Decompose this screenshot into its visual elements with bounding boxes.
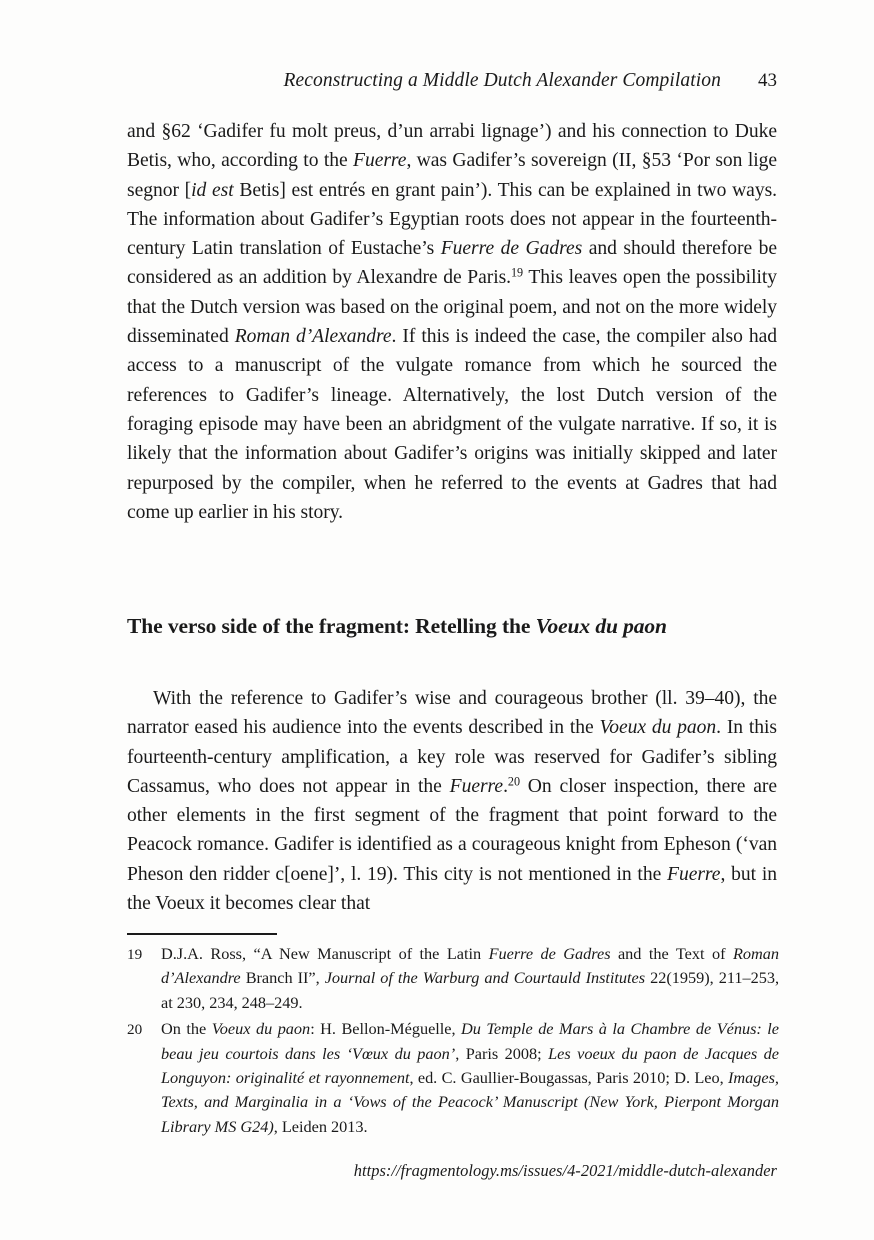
- text-run: , ed. C. Gaullier-Bougassas, Paris 2010; D. Leo,: [409, 1068, 729, 1088]
- footnote-20: [127, 1017, 779, 1139]
- footnote-number: 20: [127, 1021, 143, 1039]
- title-fuerre-de-gadres: Fuerre de Gadres: [440, 238, 583, 260]
- text-run: and §62 ‘Gadifer fu molt preus, d’un arrabi lignage’) and his connection to Duke Betis, who, according to the: [127, 121, 777, 172]
- text-run: , was Gadifer’s sovereign (II, §53 ‘Por son lige segnor [: [127, 150, 778, 201]
- text-run: With the reference to Gadifer’s wise and courageous brother (ll. 39–40), the narrator eased his audience into the events described in the: [127, 688, 777, 739]
- title-voeux-du-paon: Voeux du paon: [211, 1019, 311, 1039]
- text-run: D.J.A. Ross, “A New Manuscript of the Latin: [161, 944, 489, 963]
- text-run: 22(1959), 211–253, at 230, 234, 248–249.: [161, 968, 779, 1012]
- text-run: .: [503, 775, 508, 797]
- title-les-voeux-du-paon: Les voeux du paon de Jacques de Longuyon: originalité et rayonnement: [161, 1043, 779, 1088]
- title-roman-dalexandre: Roman d’Alexandre: [234, 326, 392, 348]
- footnote-reference-20[interactable]: 20: [507, 774, 520, 789]
- text-run: Branch II”,: [240, 968, 325, 988]
- text-run: Betis] est entrés en grant pain’). This can be explained in two ways. The information about Gadifer’s Egyptian roots does not appear in the fourteenth-century Latin translation of Eustache’s: [127, 179, 778, 260]
- page-number: 43: [758, 70, 777, 91]
- paragraph-voeux-discussion: [127, 684, 777, 918]
- text-run: . In this fourteenth-century amplification, a key role was reserved for Gadifer’s sibling Cassamus, who does not appear in the: [127, 717, 777, 797]
- heading-text-italic: Voeux du paon: [535, 614, 667, 638]
- footnote-reference-19[interactable]: 19: [511, 266, 524, 281]
- body-text-block-1: [127, 117, 777, 527]
- title-du-temple-de-mars: Du Temple de Mars à la Chambre de Vénus: le beau jeu courtois dans les ‘Vœux du paon’: [161, 1019, 779, 1063]
- text-run: and should therefore be considered as an addition by Alexandre de Paris.: [127, 238, 777, 289]
- title-images-texts-marginalia: Images, Texts, and Marginalia in a ‘Vows of the Peacock’ Manuscript (New York, Pierpont Morgan Library MS G24): [161, 1068, 779, 1136]
- footnote-text: [161, 1017, 779, 1139]
- text-run: , Paris 2008;: [455, 1043, 549, 1063]
- journal-title: Journal of the Warburg and Courtauld Institutes: [324, 968, 646, 988]
- title-fuerre-de-gadres: Fuerre de Gadres: [488, 944, 611, 963]
- text-run: and the Text of: [610, 944, 733, 963]
- text-run: : H. Bellon-Méguelle,: [310, 1019, 462, 1039]
- title-fuerre: Fuerre: [667, 863, 721, 885]
- running-head-title: Reconstructing a Middle Dutch Alexander Compilation: [283, 70, 721, 91]
- footer-url[interactable]: https://fragmentology.ms/issues/4-2021/middle-dutch-alexander: [353, 1161, 777, 1180]
- footnotes-section: [127, 942, 779, 1141]
- footnote-number: 19: [127, 946, 143, 963]
- body-text-block-2: [127, 684, 777, 918]
- footnote-19: [127, 942, 779, 1015]
- text-run: On closer inspection, there are other elements in the first segment of the fragment that point forward to the Peacock romance. Gadifer is identified as a courageous knight from Epheson (‘van Pheson den ridder c[oene]’, l. 19). This city is not mentioned in the: [127, 775, 778, 885]
- footnote-separator-rule: [127, 933, 277, 935]
- heading-text-plain: The verso side of the fragment: Retelling the: [127, 614, 536, 638]
- title-roman-dalexandre: Roman d’Alexandre: [161, 944, 779, 988]
- text-run: On the: [161, 1019, 212, 1039]
- text-run: , but in the Voeux it becomes clear that: [127, 863, 777, 915]
- title-fuerre: Fuerre: [353, 150, 407, 172]
- text-run: . If this is indeed the case, the compiler also had access to a manuscript of the vulgate romance from which he sourced the references to Gadifer’s lineage. Alternatively, the lost Dutch version of the foraging episode may have been an abridgment of the vulgate narrative. If so, it is likely that the information about Gadifer’s origins was initially skipped and later repurposed by the compiler, when he referred to the events at Gadres that had come up earlier in his story.: [127, 326, 777, 523]
- phrase-id-est: id est: [191, 179, 234, 201]
- paragraph-continuation: [127, 117, 777, 527]
- footnote-text: [161, 942, 779, 1015]
- text-run: This leaves open the possibility that the Dutch version was based on the original poem, and not on the more widely disseminated: [127, 267, 777, 348]
- running-head: [127, 70, 777, 92]
- title-voeux-du-paon: Voeux du paon: [599, 717, 717, 739]
- section-heading: [127, 611, 779, 642]
- title-fuerre: Fuerre: [449, 775, 504, 797]
- text-run: , Leiden 2013.: [273, 1116, 368, 1136]
